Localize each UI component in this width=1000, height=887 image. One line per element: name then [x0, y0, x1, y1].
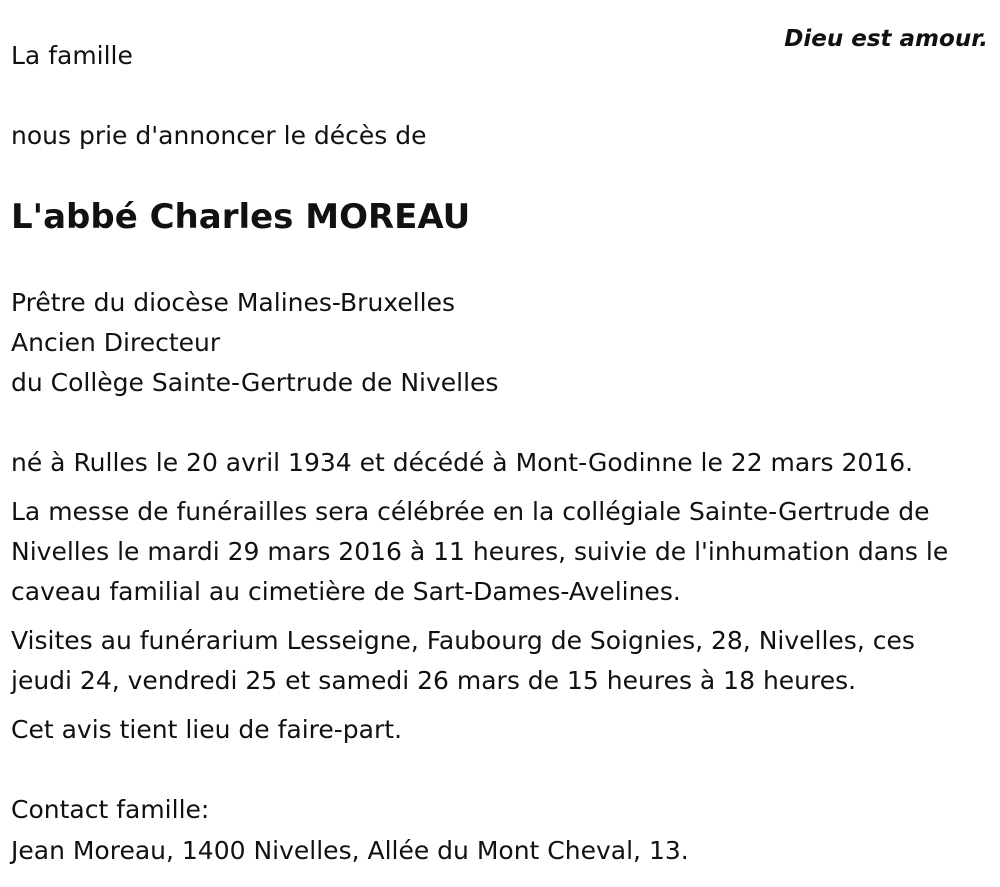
funeral-line-1: La messe de funérailles sera célébrée en la collégiale Sainte-Gertrude de — [11, 497, 930, 526]
title-line-2: Ancien Directeur — [11, 328, 221, 357]
contact-address: Jean Moreau, 1400 Nivelles, Allée du Mont Cheval, 13. — [11, 836, 689, 865]
intro-announce: nous prie d'annoncer le décès de — [11, 121, 427, 150]
title-line-1: Prêtre du diocèse Malines-Bruxelles — [11, 288, 455, 317]
contact-label: Contact famille: — [11, 795, 210, 824]
motto-text: Dieu est amour. — [784, 26, 988, 52]
deceased-name: L'abbé Charles MOREAU — [11, 197, 471, 237]
visits-line-2: jeudi 24, vendredi 25 et samedi 26 mars de 15 heures à 18 heures. — [11, 666, 857, 695]
funeral-line-2: Nivelles le mardi 29 mars 2016 à 11 heures, suivie de l'inhumation dans le — [11, 537, 949, 566]
title-line-3: du Collège Sainte-Gertrude de Nivelles — [11, 368, 499, 397]
visits-line-1: Visites au funérarium Lesseigne, Faubourg de Soignies, 28, Nivelles, ces — [11, 626, 915, 655]
notice-line: Cet avis tient lieu de faire-part. — [11, 715, 403, 744]
intro-family: La famille — [11, 41, 133, 70]
funeral-line-3: caveau familial au cimetière de Sart-Dames-Avelines. — [11, 577, 681, 606]
birth-death-line: né à Rulles le 20 avril 1934 et décédé à Mont-Godinne le 22 mars 2016. — [11, 448, 914, 477]
